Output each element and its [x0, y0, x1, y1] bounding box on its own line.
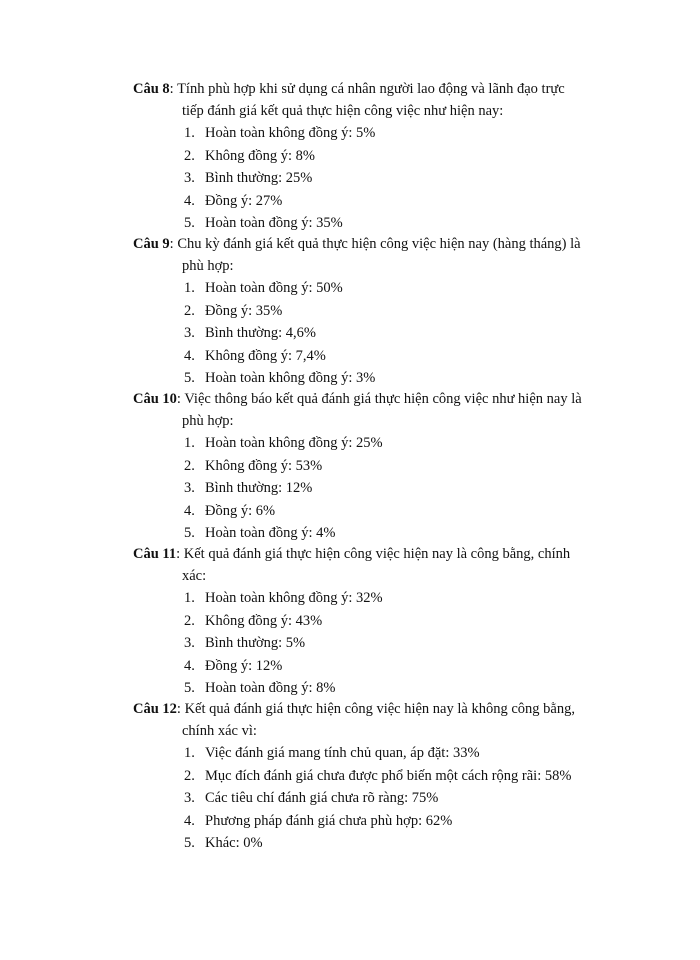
answer-list: [133, 587, 613, 700]
answer-number: 3.: [184, 325, 195, 342]
question-number: Câu 9: [133, 236, 170, 252]
answer-item: [133, 742, 613, 765]
answer-number: 1.: [184, 590, 195, 606]
answer-number: 3.: [184, 635, 195, 652]
answer-text: Đồng ý: 6%: [205, 502, 276, 519]
answer-number: 3.: [184, 480, 195, 497]
question-text-continued: phù hợp:: [182, 258, 234, 274]
answer-text: Đồng ý: 12%: [205, 657, 283, 674]
question-8: [133, 78, 613, 235]
answer-item: [133, 832, 613, 855]
answer-number: 4.: [184, 657, 195, 674]
answer-number: 2.: [184, 767, 195, 784]
question-number: Câu 12: [133, 701, 177, 717]
question-heading: [133, 698, 613, 720]
question-10: [133, 388, 613, 545]
answer-text: Bình thường: 25%: [205, 170, 313, 187]
question-text-continued: phù hợp:: [182, 413, 234, 429]
answer-item: [133, 345, 613, 368]
question-text: : Việc thông báo kết quả đánh giá thực hiện công việc như hiện nay là: [176, 391, 582, 407]
answer-item: [133, 610, 613, 633]
answer-item: [133, 190, 613, 213]
answer-item: [133, 632, 613, 655]
answer-text: Các tiêu chí đánh giá chưa rõ ràng: 75%: [205, 790, 439, 807]
answer-item: [133, 277, 613, 300]
answer-item: [133, 500, 613, 523]
answer-item: [133, 367, 613, 390]
answer-item: [133, 810, 613, 833]
question-number: Câu 11: [133, 546, 177, 562]
question-text: : Chu kỳ đánh giá kết quả thực hiện công việc hiện nay (hàng tháng) là: [169, 236, 581, 252]
answer-item: [133, 432, 613, 455]
answer-text: Hoàn toàn không đồng ý: 5%: [205, 125, 376, 141]
answer-item: [133, 300, 613, 323]
answer-number: 2.: [184, 457, 195, 474]
answer-item: [133, 522, 613, 545]
answer-text: Không đồng ý: 53%: [205, 457, 323, 474]
question-number: Câu 10: [133, 391, 177, 407]
answer-text: Bình thường: 4,6%: [205, 325, 316, 342]
answer-number: 1.: [184, 745, 195, 761]
question-text: : Kết quả đánh giá thực hiện công việc hiện nay là không công bằng,: [176, 701, 575, 717]
answer-item: [133, 477, 613, 500]
answer-text: Hoàn toàn đồng ý: 4%: [205, 525, 336, 542]
question-heading: [133, 78, 613, 100]
answer-number: 1.: [184, 125, 195, 141]
answer-number: 3.: [184, 170, 195, 187]
answer-number: 5.: [184, 215, 195, 232]
answer-item: [133, 322, 613, 345]
answer-number: 5.: [184, 835, 195, 852]
answer-list: [133, 432, 613, 545]
answer-text: Mục đích đánh giá chưa được phổ biến một cách rộng rãi: 58%: [205, 767, 572, 784]
question-9: [133, 233, 613, 390]
answer-list: [133, 742, 613, 855]
answer-number: 1.: [184, 435, 195, 451]
answer-number: 1.: [184, 280, 195, 296]
answer-text: Hoàn toàn đồng ý: 50%: [205, 280, 343, 296]
answer-text: Hoàn toàn đồng ý: 35%: [205, 215, 343, 232]
question-heading: [133, 233, 613, 255]
answer-text: Đồng ý: 27%: [205, 192, 283, 209]
answer-number: 2.: [184, 147, 195, 164]
answer-number: 4.: [184, 502, 195, 519]
answer-item: [133, 145, 613, 168]
answer-text: Bình thường: 12%: [205, 480, 313, 497]
answer-item: [133, 122, 613, 145]
question-text: : Kết quả đánh giá thực hiện công việc hiện nay là công bằng, chính: [176, 546, 571, 562]
answer-item: [133, 765, 613, 788]
answer-number: 3.: [184, 790, 195, 807]
question-heading: [133, 543, 613, 565]
question-heading: [133, 388, 613, 410]
answer-number: 4.: [184, 812, 195, 829]
answer-text: Đồng ý: 35%: [205, 302, 283, 319]
answer-text: Khác: 0%: [205, 835, 263, 852]
answer-item: [133, 787, 613, 810]
question-text-continued: tiếp đánh giá kết quả thực hiện công việc như hiện nay:: [182, 103, 504, 119]
answer-number: 5.: [184, 680, 195, 697]
answer-text: Phương pháp đánh giá chưa phù hợp: 62%: [205, 812, 453, 829]
answer-number: 5.: [184, 525, 195, 542]
answer-item: [133, 587, 613, 610]
question-text-continued: chính xác vì:: [182, 723, 257, 739]
answer-text: Bình thường: 5%: [205, 635, 306, 652]
answer-text: Hoàn toàn không đồng ý: 3%: [205, 370, 376, 387]
answer-text: Không đồng ý: 8%: [205, 147, 315, 164]
answer-number: 5.: [184, 370, 195, 387]
question-12: [133, 698, 613, 855]
answer-text: Việc đánh giá mang tính chủ quan, áp đặt: 33%: [205, 745, 480, 761]
question-number: Câu 8: [133, 81, 170, 97]
answer-number: 4.: [184, 192, 195, 209]
answer-number: 4.: [184, 347, 195, 364]
answer-number: 2.: [184, 612, 195, 629]
answer-text: Không đồng ý: 43%: [205, 612, 323, 629]
question-text-continued: xác:: [182, 568, 207, 584]
answer-text: Hoàn toàn đồng ý: 8%: [205, 680, 336, 697]
answer-number: 2.: [184, 302, 195, 319]
answer-item: [133, 655, 613, 678]
answer-text: Không đồng ý: 7,4%: [205, 347, 326, 364]
answer-text: Hoàn toàn không đồng ý: 25%: [205, 435, 383, 451]
answer-item: [133, 167, 613, 190]
answer-item: [133, 212, 613, 235]
answer-item: [133, 677, 613, 700]
answer-list: [133, 277, 613, 390]
question-11: [133, 543, 613, 700]
answer-item: [133, 455, 613, 478]
question-text: : Tính phù hợp khi sử dụng cá nhân người lao động và lãnh đạo trực: [169, 81, 565, 97]
answer-text: Hoàn toàn không đồng ý: 32%: [205, 590, 383, 606]
answer-list: [133, 122, 613, 235]
